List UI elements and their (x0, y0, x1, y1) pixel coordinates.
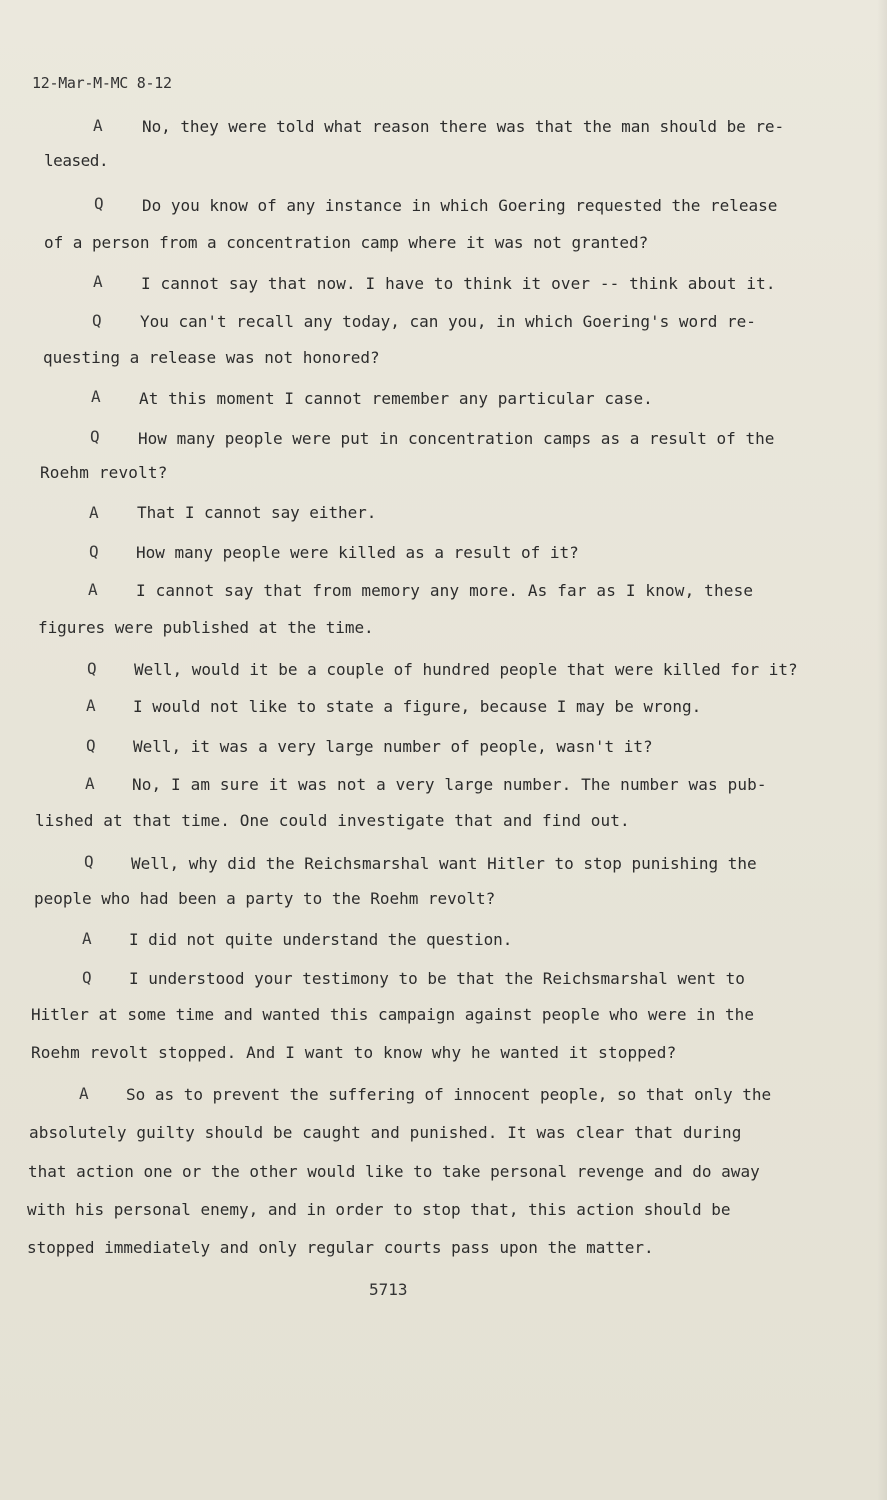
speaker-label: A (89, 503, 99, 522)
transcript-line: I would not like to state a figure, because I may be wrong. (133, 697, 702, 716)
transcript-line: Well, would it be a couple of hundred people that were killed for it? (134, 660, 798, 679)
transcript-line: How many people were killed as a result of it? (136, 543, 579, 562)
speaker-label: A (93, 272, 103, 291)
speaker-label: Q (94, 194, 104, 213)
transcript-line: I cannot say that now. I have to think it over -- think about it. (141, 274, 776, 293)
transcript-line: That I cannot say either. (137, 503, 377, 522)
speaker-label: A (91, 387, 101, 406)
speaker-label: A (86, 696, 96, 715)
transcript-line: figures were published at the time. (38, 618, 374, 637)
speaker-label: Q (87, 659, 97, 678)
transcript-line: lished at that time. One could investigate that and find out. (35, 811, 630, 830)
transcript-line: that action one or the other would like to take personal revenge and do away (28, 1162, 760, 1181)
transcript-line: Hitler at some time and wanted this campaign against people who were in the (31, 1005, 754, 1024)
speaker-label: Q (92, 311, 102, 330)
speaker-label: Q (89, 542, 99, 561)
transcript-line: I understood your testimony to be that the Reichsmarshal went to (129, 969, 745, 988)
transcript-line: Well, it was a very large number of people, wasn't it? (133, 737, 653, 756)
transcript-line: absolutely guilty should be caught and punished. It was clear that during (29, 1123, 742, 1142)
speaker-label: A (88, 580, 98, 599)
transcript-line: Well, why did the Reichsmarshal want Hitler to stop punishing the (131, 854, 757, 873)
page-number: 5713 (369, 1280, 408, 1299)
page-header: 12-Mar-M-MC 8-12 (32, 74, 172, 92)
transcript-line: You can't recall any today, can you, in which Goering's word re- (140, 312, 756, 331)
speaker-label: Q (84, 852, 94, 871)
speaker-label: Q (82, 968, 92, 987)
transcript-line: Do you know of any instance in which Goering requested the release (142, 196, 778, 215)
transcript-line: people who had been a party to the Roehm revolt? (34, 889, 496, 908)
transcript-line: I cannot say that from memory any more. As far as I know, these (136, 581, 754, 600)
speaker-label: A (85, 774, 95, 793)
transcript-line: Roehm revolt? (40, 463, 168, 482)
transcript-line: Roehm revolt stopped. And I want to know why he wanted it stopped? (31, 1043, 677, 1062)
speaker-label: A (82, 929, 92, 948)
transcript-line: stopped immediately and only regular courts pass upon the matter. (27, 1238, 654, 1257)
transcript-line: How many people were put in concentration camps as a result of the (138, 429, 775, 448)
transcript-line: No, I am sure it was not a very large number. The number was pub- (132, 775, 767, 794)
transcript-line: of a person from a concentration camp where it was not granted? (44, 233, 649, 252)
transcript-line: leased. (44, 151, 109, 170)
transcript-line: I did not quite understand the question. (129, 930, 513, 949)
transcript-line: No, they were told what reason there was that the man should be re- (142, 117, 785, 136)
transcript-line: At this moment I cannot remember any particular case. (139, 389, 653, 408)
speaker-label: Q (86, 736, 96, 755)
speaker-label: A (79, 1084, 89, 1103)
transcript-line: with his personal enemy, and in order to stop that, this action should be (27, 1200, 731, 1219)
speaker-label: A (93, 116, 103, 135)
speaker-label: Q (90, 427, 100, 446)
transcript-line: questing a release was not honored? (43, 348, 380, 367)
transcript-line: So as to prevent the suffering of innocent people, so that only the (126, 1085, 772, 1104)
